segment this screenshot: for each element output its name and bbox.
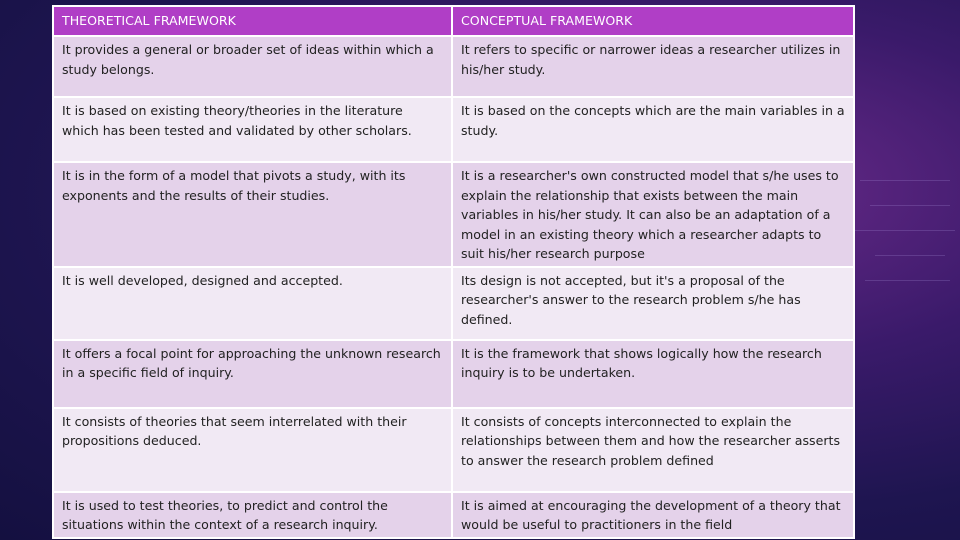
- theoretical-cell: It is in the form of a model that pivots a study, with its exponents and the results of their studies.: [53, 162, 452, 267]
- table-row: [53, 267, 854, 340]
- background-decoration: [850, 160, 960, 360]
- table-header-row: [53, 6, 854, 36]
- table-row: [53, 162, 854, 267]
- header-conceptual-framework: CONCEPTUAL FRAMEWORK: [452, 6, 854, 36]
- theoretical-cell: It is used to test theories, to predict and control the situations within the context of a research inquiry.: [53, 492, 452, 538]
- conceptual-cell: It refers to specific or narrower ideas a researcher utilizes in his/her study.: [452, 36, 854, 97]
- conceptual-cell: It consists of concepts interconnected to explain the relationships between them and how the researcher asserts to answer the research problem defined: [452, 408, 854, 492]
- table-row: [53, 340, 854, 408]
- conceptual-cell: It is a researcher's own constructed model that s/he uses to explain the relationship that exists between the main variables in his/her study. It can also be an adaptation of a model in an existing theory which a researcher adapts to suit his/her research purpose: [452, 162, 854, 267]
- table-row: [53, 408, 854, 492]
- theoretical-cell: It consists of theories that seem interrelated with their propositions deduced.: [53, 408, 452, 492]
- conceptual-cell: It is the framework that shows logically how the research inquiry is to be undertaken.: [452, 340, 854, 408]
- theoretical-cell: It is based on existing theory/theories in the literature which has been tested and validated by other scholars.: [53, 97, 452, 162]
- comparison-table: [52, 5, 855, 539]
- conceptual-cell: Its design is not accepted, but it's a proposal of the researcher's answer to the research problem s/he has defined.: [452, 267, 854, 340]
- theoretical-cell: It offers a focal point for approaching the unknown research in a specific field of inquiry.: [53, 340, 452, 408]
- theoretical-cell: It is well developed, designed and accepted.: [53, 267, 452, 340]
- conceptual-cell: It is based on the concepts which are the main variables in a study.: [452, 97, 854, 162]
- conceptual-cell: It is aimed at encouraging the development of a theory that would be useful to practitioners in the field: [452, 492, 854, 538]
- table-row: [53, 97, 854, 162]
- table-row: [53, 36, 854, 97]
- table-row: [53, 492, 854, 538]
- theoretical-cell: It provides a general or broader set of ideas within which a study belongs.: [53, 36, 452, 97]
- header-theoretical-framework: THEORETICAL FRAMEWORK: [53, 6, 452, 36]
